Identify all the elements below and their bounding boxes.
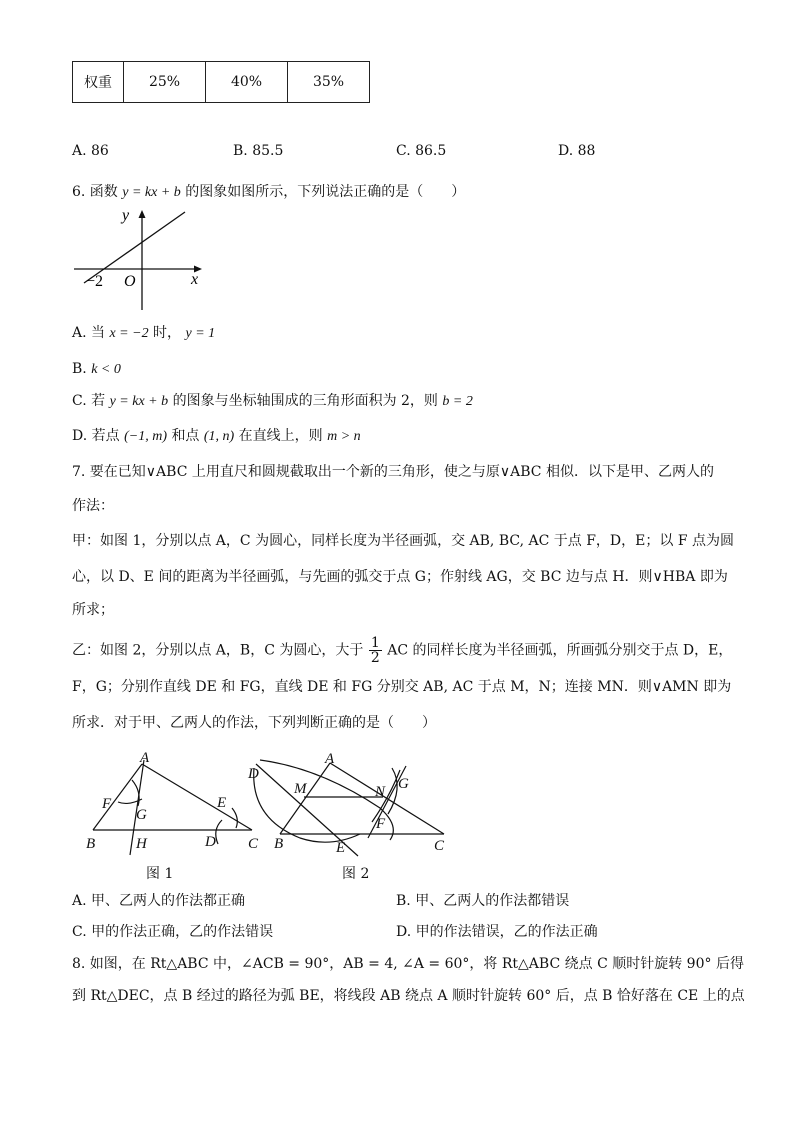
label-c: C <box>248 836 259 852</box>
option-d-mid2: 在直线上，则 <box>238 428 323 444</box>
weight-table <box>72 61 370 103</box>
yi-line1-prefix: 乙：如图 2，分别以点 A，B，C 为圆心，大于 <box>72 642 364 659</box>
q7-option-d: D. 甲的作法错误，乙的作法正确 <box>396 924 598 940</box>
q6-stem <box>72 182 465 203</box>
label-c: C <box>434 838 445 854</box>
label-g: G <box>398 776 409 792</box>
q6-graph <box>70 205 210 313</box>
y-axis-arrow <box>139 210 146 218</box>
fraction-numerator: 1 <box>370 635 380 651</box>
label-e: E <box>217 795 227 811</box>
label-b: B <box>86 836 96 852</box>
option-d-expr: m > n <box>327 429 361 444</box>
table-cell: 35% <box>288 62 370 103</box>
q7-jia-line1: 甲：如图 1，分别以点 A，C 为圆心，同样长度为半径画弧，交 AB, BC, AC 于点 F，D，E；以 F 点为圆 <box>72 533 734 549</box>
label-d: D <box>205 834 216 850</box>
label-g: G <box>136 807 147 823</box>
option-c-expr: b = 2 <box>442 394 473 409</box>
q6-option-d <box>72 426 361 447</box>
q5-option-d: D. 88 <box>558 143 596 159</box>
q7-option-b: B. 甲、乙两人的作法都错误 <box>396 893 570 909</box>
table-cell: 25% <box>124 62 206 103</box>
q6-option-c <box>72 391 473 412</box>
option-d-point2: (1, n) <box>203 429 235 444</box>
q5-option-b: B. 85.5 <box>233 143 284 159</box>
x-axis-label: x <box>191 271 199 288</box>
option-a-y: y = 1 <box>185 326 216 341</box>
q7-line2: 作法： <box>72 498 114 514</box>
q7-line1: 7. 要在已知∨ABC 上用直尺和圆规截取出一个新的三角形，使之与原∨ABC 相似．以下是甲、乙两人的 <box>72 464 714 480</box>
q6-function: y = kx + b <box>122 185 181 200</box>
q6-option-a <box>72 323 215 344</box>
yi-line1-suffix: AC 的同样长度为半径画弧，所画弧分别交于点 D，E， <box>387 642 733 659</box>
origin-label: O <box>124 273 136 290</box>
figure-1-caption: 图 1 <box>146 866 174 882</box>
label-b: B <box>274 836 284 852</box>
figure-2 <box>240 748 455 858</box>
label-a: A <box>325 751 335 767</box>
option-a-x: x = −2 <box>109 326 149 341</box>
option-c-func: y = kx + b <box>109 394 169 409</box>
label-f: F <box>102 796 112 812</box>
table-label-cell: 权重 <box>73 62 124 103</box>
option-b-prefix: B. <box>72 361 87 377</box>
label-d: D <box>248 766 259 782</box>
q7-jia-line2: 心，以 D、E 间的距离为半径画弧，与先画的弧交于点 G；作射线 AG，交 BC 边与点 H．则∨HBA 即为 <box>72 569 728 585</box>
table-cell: 40% <box>206 62 288 103</box>
option-c-prefix: C. 若 <box>72 393 106 409</box>
label-n: N <box>375 784 386 800</box>
q7-yi-line1 <box>72 636 732 665</box>
label-e: E <box>336 840 346 856</box>
minus-two-label: −2 <box>86 273 104 290</box>
q5-option-a: A. 86 <box>72 143 109 159</box>
one-half-fraction <box>369 636 382 665</box>
q7-yi-line3: 所求．对于甲、乙两人的作法，下列判断正确的是（ ） <box>72 715 436 731</box>
label-m: M <box>294 781 307 797</box>
q7-jia-line3: 所求； <box>72 602 114 618</box>
q7-option-a: A. 甲、乙两人的作法都正确 <box>72 893 246 909</box>
option-d-prefix: D. 若点 <box>72 428 120 444</box>
option-b-expr: k < 0 <box>91 362 121 377</box>
label-f: F <box>376 816 386 832</box>
figure-2-caption: 图 2 <box>342 866 370 882</box>
label-h: H <box>136 836 147 852</box>
fraction-denominator: 2 <box>370 650 380 666</box>
side-ac <box>142 764 252 830</box>
option-d-mid1: 和点 <box>171 428 200 444</box>
option-d-point1: (−1, m) <box>124 429 167 444</box>
q7-option-c: C. 甲的作法正确，乙的作法错误 <box>72 924 274 940</box>
y-axis-label: y <box>122 207 130 224</box>
q5-option-c: C. 86.5 <box>396 143 447 159</box>
arc-lower <box>254 768 360 842</box>
arc-d <box>216 820 222 844</box>
q8-line1: 8. 如图，在 Rt△ABC 中，∠ACB = 90°，AB = 4, ∠A = 60°，将 Rt△ABC 绕点 C 顺时针旋转 90° 后得 <box>72 956 744 972</box>
option-a-prefix: A. 当 <box>72 325 106 341</box>
option-c-mid: 的图象与坐标轴围成的三角形面积为 2，则 <box>172 393 438 409</box>
label-a: A <box>140 750 150 766</box>
q8-line2: 到 Rt△DEC，点 B 经过的路径为弧 BE，将线段 AB 绕点 A 顺时针旋转 60° 后，点 B 恰好落在 CE 上的点 <box>72 988 745 1004</box>
q6-stem-prefix: 6. 函数 <box>72 184 118 200</box>
q6-stem-suffix: 的图象如图所示，下列说法正确的是（ ） <box>185 184 466 200</box>
option-a-mid: 时， <box>153 325 182 341</box>
q7-yi-line2: F，G；分别作直线 DE 和 FG，直线 DE 和 FG 分别交 AB, AC 于点 M，N；连接 MN．则∨AMN 即为 <box>72 679 732 695</box>
q6-option-b <box>72 359 121 380</box>
